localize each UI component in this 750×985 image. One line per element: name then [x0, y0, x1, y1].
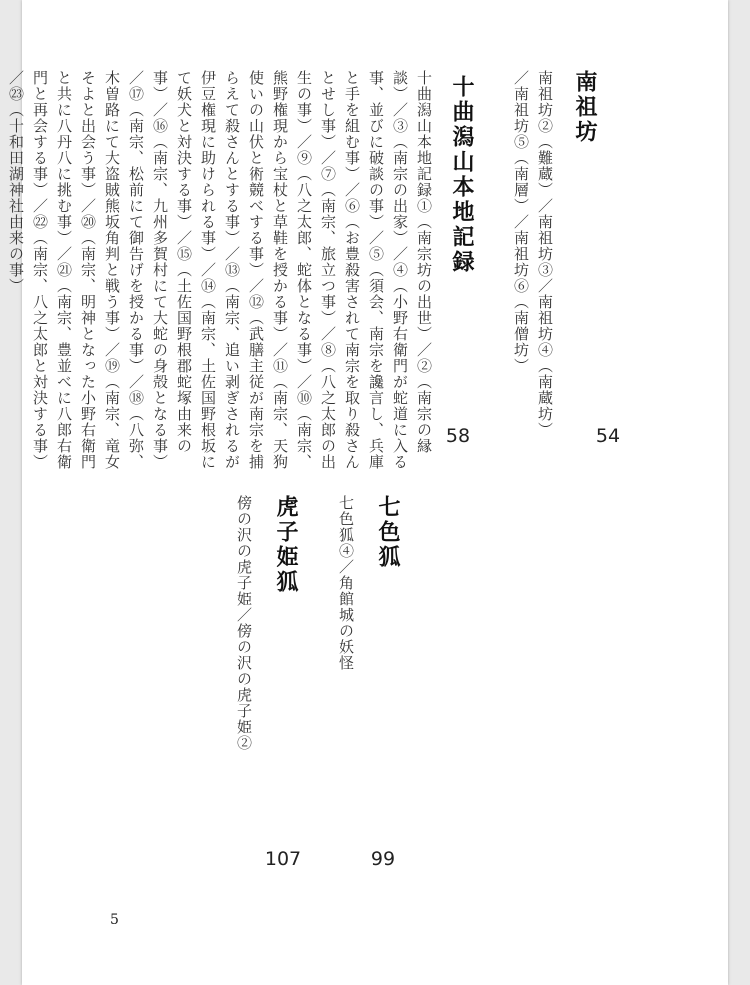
entry-title-nanairo-kitsune: 七色狐 — [375, 495, 400, 570]
entry-title-nanso-bo: 南祖坊 — [572, 70, 597, 145]
entry-body-torako-hime-kitsune: 傍の沢の虎子姫／傍の沢の虎子姫② — [235, 495, 253, 751]
entry-title-towadako-honji-kiroku: 十曲潟山本地記録 — [449, 75, 474, 275]
page-number-towadako-honji-kiroku: 58 — [445, 425, 471, 447]
folio-page-number: 5 — [110, 912, 119, 928]
entry-body-towadako-honji-kiroku: 十曲潟山本地記録①（南宗坊の出世）／②（南宗の縁談）／③（南宗の出家）／④（小野右衛門が蛇道に入る事、並びに破談の事）／⑤（須会、南宗を讒言し、兵庫と手を組む事）／⑥（お豊殺害されて南宗を取り殺さんとせし事）／⑦（南宗、旅立つ事）／⑧（八之太郎の出生の事）／⑨（八之太郎、蛇体となる事）／⑩（南宗、熊野権現から宝杖と草鞋を授かる事）／⑪（南宗、天狗使いの山伏と術競べする事）／⑫（武膳主従が南宗を捕らえて殺さんとする事）／⑬（南宗、追い剥ぎされるが伊豆権現に助けられる事）／⑭（南宗、土佐国野根坂にて妖犬と対決する事）／⑮（土佐国野根郡蛇塚由来の事）／⑯（南宗、九州多賀村にて大蛇の身殻となる事）／⑰（南宗、松前にて御告げを授かる事）／⑱（八弥、木曽路にて大盗賊熊坂角判と戦う事）／⑲（南宗、竜女そよと出会う事）／⑳（南宗、明神となった小野右衛門と共に八丹八に挑む事）／㉑（南宗、豊並べに八郎右衛門と再会する事）／㉒（南宗、八之太郎と対決する事）／㉓（十和田湖神社由来の事） — [7, 70, 433, 470]
entry-title-torako-hime-kitsune: 虎子姫狐 — [273, 495, 298, 595]
page-number-nanairo-kitsune: 99 — [370, 848, 396, 870]
entry-body-nanso-bo: 南祖坊②（難蔵）／南祖坊③／南祖坊④（南蔵坊）／南祖坊⑤（南層）／南祖坊⑥（南僧坊） — [512, 70, 554, 438]
page-number-torako-hime-kitsune: 107 — [264, 848, 302, 870]
book-page — [7, 0, 728, 985]
entry-body-nanairo-kitsune: 七色狐④／角館城の妖怪 — [337, 495, 355, 671]
page-number-nanso-bo: 54 — [595, 425, 621, 447]
